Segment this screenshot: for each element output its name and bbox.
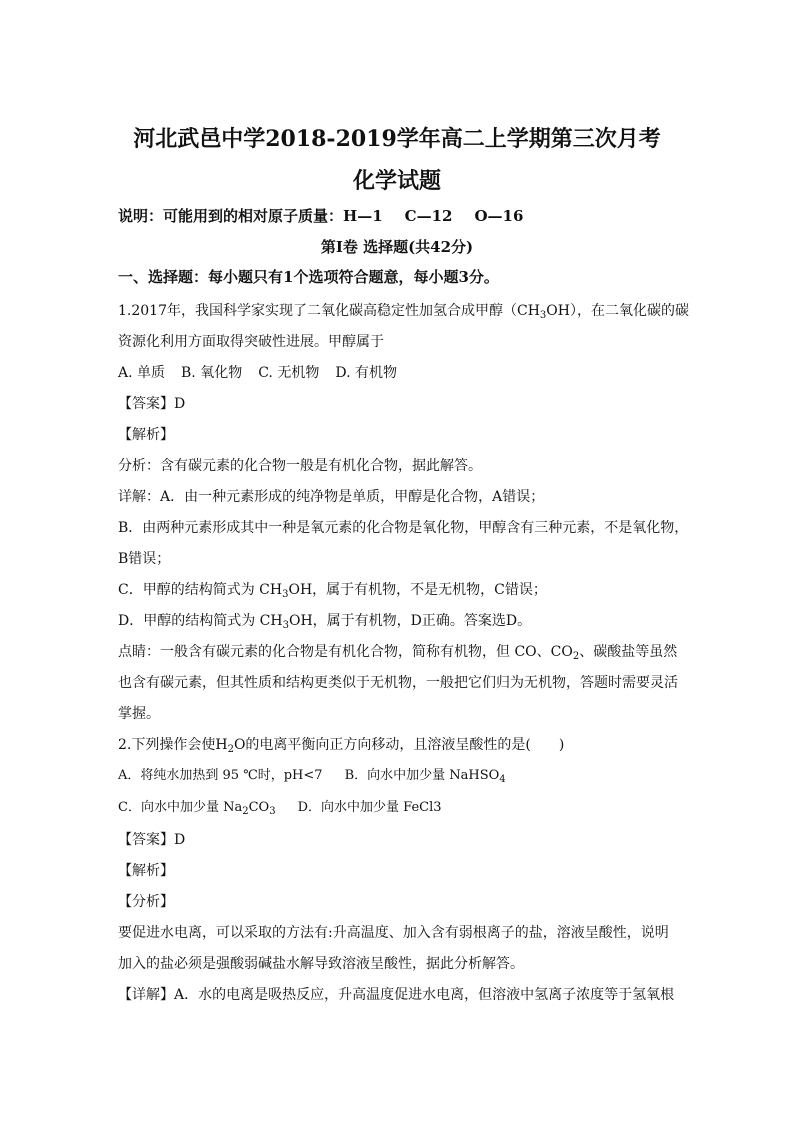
q1-option-c: C. 无机物 xyxy=(258,365,320,381)
note-c: C—12 xyxy=(404,207,453,225)
text-part: D．甲醇的结构简式为 CH xyxy=(118,613,283,629)
q1-analysis-line xyxy=(118,581,680,599)
q1-option-a: A. 单质 xyxy=(118,365,166,381)
q2-option-c xyxy=(118,800,276,815)
subscript: 3 xyxy=(282,620,289,631)
q1-stem-text-a: 1.2017年，我国科学家实现了二氧化碳高稳定性加氢合成甲醇（CH xyxy=(118,303,540,319)
note-o: O—16 xyxy=(474,207,524,225)
q2-option-d: D．向水中加少量 FeCl3 xyxy=(297,800,442,815)
q2-fenxi-label: 【分析】 xyxy=(118,894,174,910)
document-title: 河北武邑中学2018-2019学年高二上学期第三次月考 xyxy=(133,126,661,152)
q1-analysis-line: 分析：含有碳元素的化合物一般是有机化合物，据此解答。 xyxy=(118,458,482,474)
subscript: 2 xyxy=(242,806,249,817)
atomic-mass-note xyxy=(118,207,680,225)
q1-option-b: B. 氧化物 xyxy=(181,365,243,381)
text-part: 点睛：一般含有碳元素的化合物是有机化合物，简称有机物，但 CO、CO xyxy=(118,644,573,660)
text-part: C．向水中加少量 Na xyxy=(118,800,243,815)
q1-analysis-label: 【解析】 xyxy=(118,427,174,443)
q1-stem-line2: 资源化利用方面取得突破性进展。甲醇属于 xyxy=(118,334,384,350)
document-subtitle: 化学试题 xyxy=(352,168,441,194)
text-part: C．甲醇的结构简式为 CH xyxy=(118,582,283,598)
q1-tip-line: 掌握。 xyxy=(118,706,160,722)
section-title: 第Ⅰ卷 选择题(共42分) xyxy=(320,238,474,256)
q1-analysis-line xyxy=(118,612,680,630)
text-part: O的电离平衡向正方向移动，且溶液呈酸性的是( ) xyxy=(233,737,565,753)
text-part: 、碳酸盐等虽然 xyxy=(579,644,678,660)
q2-analysis-line: 加入的盐必须是强酸弱碱盐水解导致溶液呈酸性，据此分析解答。 xyxy=(118,956,524,972)
subscript: 3 xyxy=(269,806,276,817)
text-part: A．水的电离是吸热反应，升高温度促进水电离，但溶液中氢离子浓度等于氢氧根 xyxy=(174,987,675,1003)
note-label: 说明：可能用到的相对原子质量： xyxy=(118,207,344,225)
text-part: 2.下列操作会使H xyxy=(118,737,228,753)
text-part: OH，属于有机物，不是无机物，C错误； xyxy=(288,582,547,598)
q1-stem-text-b: OH），在二氧化碳的碳 xyxy=(546,303,689,319)
q2-answer: 【答案】D xyxy=(118,832,186,848)
subscript: 3 xyxy=(282,589,289,600)
part-title: 一、选择题：每小题只有1个选项符合题意，每小题3分。 xyxy=(118,268,499,286)
q2-analysis-label: 【解析】 xyxy=(118,863,174,879)
q1-tip-line: 也含有碳元素，但其性质和结构更类似于无机物，一般把它们归为无机物，答题时需要灵活 xyxy=(118,675,678,691)
q2-option-b xyxy=(345,768,506,783)
q1-answer: 【答案】D xyxy=(118,396,186,412)
subscript: 3 xyxy=(539,310,547,321)
note-h: H—1 xyxy=(343,207,383,225)
q2-stem xyxy=(118,736,680,754)
q1-tip-line xyxy=(118,643,680,661)
q1-analysis-line: B．由两种元素形成其中一种是氧元素的化合物是氧化物，甲醇含有三种元素，不是氧化物， xyxy=(118,520,689,536)
subscript: 4 xyxy=(499,774,506,785)
q2-detail-line xyxy=(118,986,680,1004)
q1-options xyxy=(118,364,680,382)
detail-label: 【详解】 xyxy=(118,987,174,1003)
q2-analysis-line: 要促进水电离，可以采取的方法有:升高温度、加入含有弱根离子的盐，溶液呈酸性，说明 xyxy=(118,925,669,941)
text-part: CO xyxy=(248,800,270,815)
subscript: 2 xyxy=(572,651,580,662)
q2-options-cd xyxy=(118,799,680,817)
subscript: 2 xyxy=(227,744,234,755)
q1-stem-line1 xyxy=(118,302,689,321)
q2-options-ab xyxy=(118,767,680,785)
text-part: B．向水中加少量 NaHSO xyxy=(344,768,500,783)
text-part: OH，属于有机物，D正确。答案选D。 xyxy=(288,613,532,629)
q2-option-a: A．将纯水加热到 95 ℃时，pH<7 xyxy=(118,768,323,783)
q1-analysis-line: 详解：A．由一种元素形成的纯净物是单质，甲醇是化合物，A错误； xyxy=(118,489,545,505)
q1-analysis-line: B错误； xyxy=(118,551,171,567)
q1-option-d: D. 有机物 xyxy=(335,365,397,381)
